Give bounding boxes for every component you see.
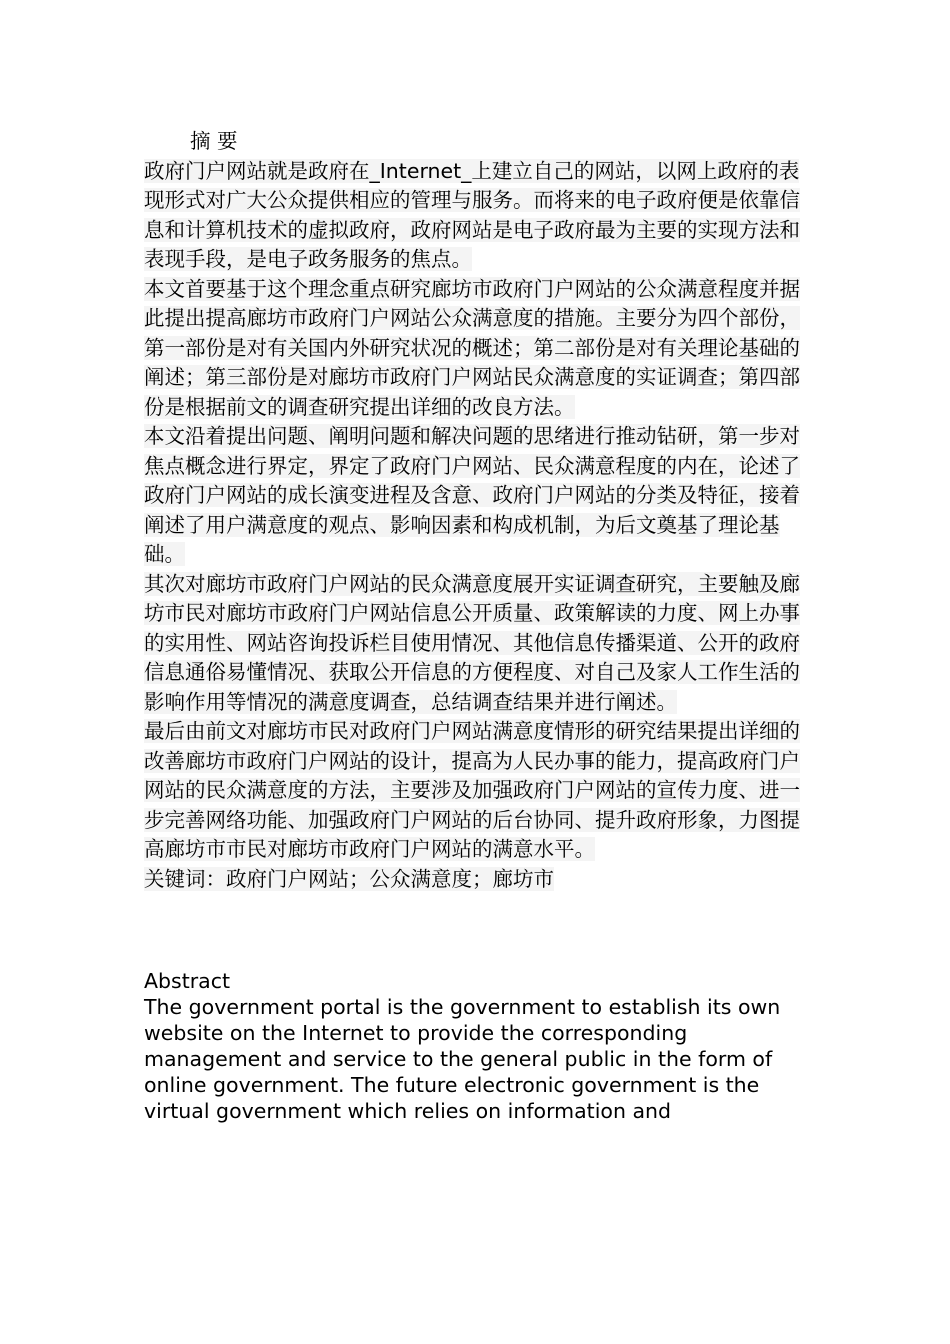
- zh-paragraph-5: 最后由前文对廊坊市民对政府门户网站满意度情形的研究结果提出详细的改善廊坊市政府门户网站的设计，提高为人民办事的能力，提高政府门户网站的民众满意度的方法，主要涉及加强政府门户网站的宣传力度、进一步完善网络功能、加强政府门户网站的后台协同、提升政府形象，力图提高廊坊市市民对廊坊市政府门户网站的满意水平。: [144, 719, 800, 861]
- zh-paragraph-3: 本文沿着提出问题、阐明问题和解决问题的思绪进行推动钻研，第一步对焦点概念进行界定，界定了政府门户网站、民众满意程度的内在，论述了政府门户网站的成长演变进程及含意、政府门户网站的分类及特征，接着阐述了用户满意度的观点、影响因素和构成机制，为后文奠基了理论基础。: [144, 424, 800, 566]
- document-body: [144, 127, 809, 1124]
- chinese-abstract-title: 摘 要: [190, 129, 238, 153]
- zh-paragraph-2: 本文首要基于这个理念重点研究廊坊市政府门户网站的公众满意程度并据此提出提高廊坊市政府门户网站公众满意度的措施。主要分为四个部份，第一部份是对有关国内外研究状况的概述；第二部份是对有关理论基础的阐述；第三部份是对廊坊市政府门户网站民众满意度的实证调查；第四部份是根据前文的调查研究提出详细的改良方法。: [144, 276, 800, 419]
- en-paragraph-1: The government portal is the government to establish its own website on the Internet to provide the corresponding management and service to the general public in the form of online government. The future electronic government is the virtual government which relies on information and: [144, 995, 781, 1123]
- zh-paragraph-4: 其次对廊坊市政府门户网站的民众满意度展开实证调查研究，主要触及廊坊市民对廊坊市政府门户网站信息公开质量、政策解读的力度、网上办事的实用性、网站咨询投诉栏目使用情况、其他信息传播渠道、公开的政府信息通俗易懂情况、获取公开信息的方便程度、对自己及家人工作生活的影响作用等情况的满意度调查，总结调查结果并进行阐述。: [144, 571, 800, 714]
- english-abstract-title: Abstract: [144, 969, 231, 993]
- zh-paragraph-1: 政府门户网站就是政府在_Internet_上建立自己的网站，以网上政府的表现形式对广大公众提供相应的管理与服务。而将来的电子政府便是依靠信息和计算机技术的虚拟政府，政府网站是电子政府最为主要的实现方法和表现手段，是电子政务服务的焦点。: [144, 158, 800, 271]
- zh-keywords: 关键词：政府门户网站；公众满意度；廊坊市: [144, 866, 554, 891]
